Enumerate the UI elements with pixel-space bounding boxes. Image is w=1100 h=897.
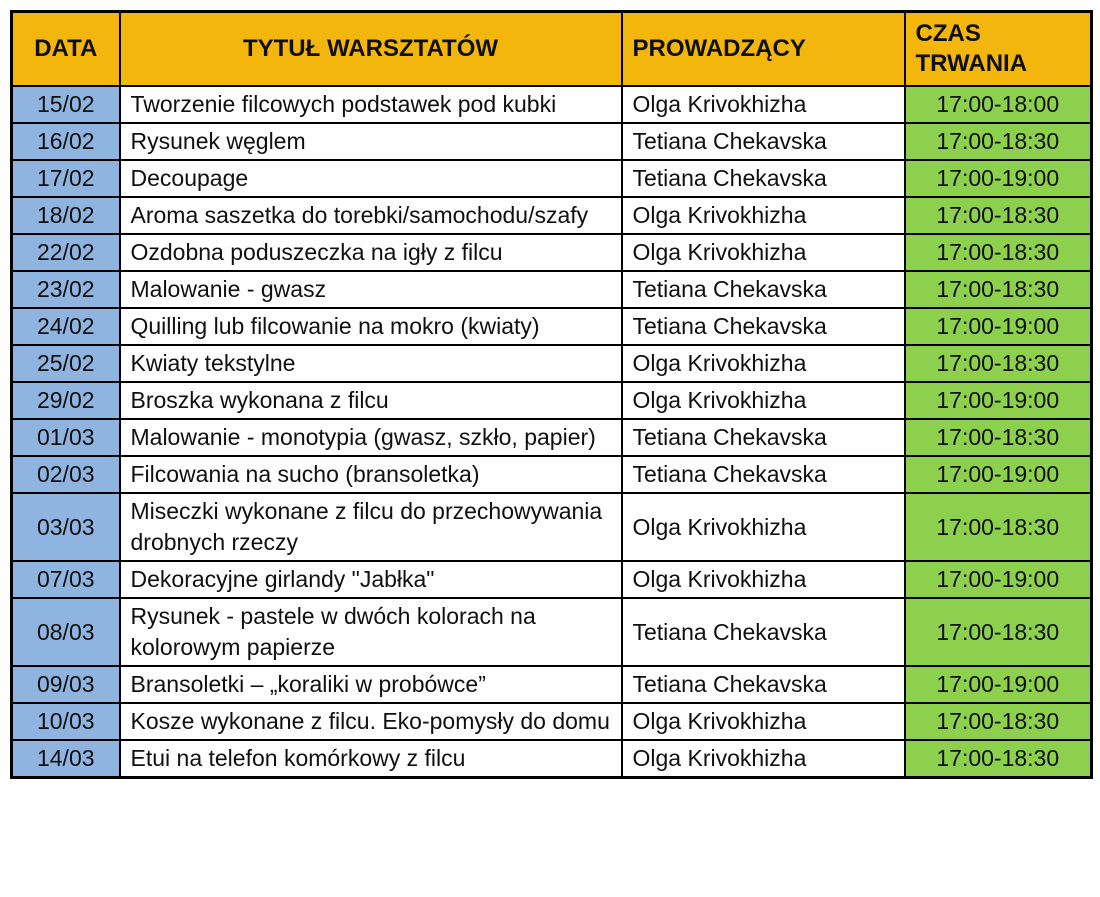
header-row	[12, 12, 1092, 87]
date-cell: 25/02	[12, 345, 120, 382]
table-row	[12, 345, 1092, 382]
date-cell: 03/03	[12, 493, 120, 561]
instructor-cell: Olga Krivokhizha	[622, 493, 905, 561]
date-cell: 16/02	[12, 123, 120, 160]
workshop-title-cell: Ozdobna poduszeczka na igły z filcu	[120, 234, 622, 271]
instructor-cell: Olga Krivokhizha	[622, 234, 905, 271]
table-row	[12, 382, 1092, 419]
workshop-title-cell: Malowanie - gwasz	[120, 271, 622, 308]
workshop-title-cell: Rysunek węglem	[120, 123, 622, 160]
workshop-title-cell: Tworzenie filcowych podstawek pod kubki	[120, 86, 622, 123]
column-header-instructor: PROWADZĄCY	[622, 12, 905, 87]
date-cell: 07/03	[12, 561, 120, 598]
duration-cell: 17:00-19:00	[905, 308, 1092, 345]
date-cell: 24/02	[12, 308, 120, 345]
workshop-title-cell: Rysunek - pastele w dwóch kolorach na kolorowym papierze	[120, 598, 622, 666]
instructor-cell: Olga Krivokhizha	[622, 703, 905, 740]
workshop-title-cell: Aroma saszetka do torebki/samochodu/szafy	[120, 197, 622, 234]
instructor-cell: Olga Krivokhizha	[622, 740, 905, 778]
date-cell: 23/02	[12, 271, 120, 308]
date-cell: 17/02	[12, 160, 120, 197]
table-header	[12, 12, 1092, 87]
workshop-title-cell: Quilling lub filcowanie na mokro (kwiaty)	[120, 308, 622, 345]
table-row	[12, 160, 1092, 197]
workshop-title-cell: Decoupage	[120, 160, 622, 197]
date-cell: 09/03	[12, 666, 120, 703]
table-row	[12, 493, 1092, 561]
table-row	[12, 703, 1092, 740]
date-cell: 18/02	[12, 197, 120, 234]
date-cell: 29/02	[12, 382, 120, 419]
instructor-cell: Tetiana Chekavska	[622, 271, 905, 308]
instructor-cell: Olga Krivokhizha	[622, 345, 905, 382]
instructor-cell: Tetiana Chekavska	[622, 598, 905, 666]
workshop-title-cell: Miseczki wykonane z filcu do przechowywania drobnych rzeczy	[120, 493, 622, 561]
date-cell: 01/03	[12, 419, 120, 456]
duration-cell: 17:00-19:00	[905, 382, 1092, 419]
table-row	[12, 197, 1092, 234]
workshop-title-cell: Filcowania na sucho (bransoletka)	[120, 456, 622, 493]
instructor-cell: Olga Krivokhizha	[622, 382, 905, 419]
table-body	[12, 86, 1092, 778]
date-cell: 22/02	[12, 234, 120, 271]
duration-cell: 17:00-19:00	[905, 666, 1092, 703]
duration-cell: 17:00-18:30	[905, 234, 1092, 271]
duration-cell: 17:00-18:30	[905, 419, 1092, 456]
table-row	[12, 740, 1092, 778]
duration-cell: 17:00-18:30	[905, 740, 1092, 778]
instructor-cell: Tetiana Chekavska	[622, 419, 905, 456]
duration-cell: 17:00-19:00	[905, 160, 1092, 197]
column-header-date: DATA	[12, 12, 120, 87]
table-row	[12, 456, 1092, 493]
workshop-title-cell: Kosze wykonane z filcu. Eko-pomysły do domu	[120, 703, 622, 740]
duration-cell: 17:00-18:30	[905, 703, 1092, 740]
column-header-title: TYTUŁ WARSZTATÓW	[120, 12, 622, 87]
workshops-table	[10, 10, 1093, 779]
table-row	[12, 234, 1092, 271]
duration-cell: 17:00-18:30	[905, 345, 1092, 382]
date-cell: 02/03	[12, 456, 120, 493]
workshop-title-cell: Dekoracyjne girlandy "Jabłka"	[120, 561, 622, 598]
instructor-cell: Olga Krivokhizha	[622, 561, 905, 598]
duration-cell: 17:00-18:30	[905, 493, 1092, 561]
table-row	[12, 419, 1092, 456]
workshop-title-cell: Malowanie - monotypia (gwasz, szkło, papier)	[120, 419, 622, 456]
duration-cell: 17:00-18:30	[905, 598, 1092, 666]
workshop-title-cell: Bransoletki – „koraliki w probówce”	[120, 666, 622, 703]
instructor-cell: Tetiana Chekavska	[622, 308, 905, 345]
instructor-cell: Tetiana Chekavska	[622, 123, 905, 160]
date-cell: 10/03	[12, 703, 120, 740]
instructor-cell: Olga Krivokhizha	[622, 86, 905, 123]
table-row	[12, 123, 1092, 160]
instructor-cell: Tetiana Chekavska	[622, 666, 905, 703]
duration-cell: 17:00-18:30	[905, 197, 1092, 234]
instructor-cell: Tetiana Chekavska	[622, 456, 905, 493]
workshop-title-cell: Kwiaty tekstylne	[120, 345, 622, 382]
date-cell: 14/03	[12, 740, 120, 778]
duration-cell: 17:00-19:00	[905, 456, 1092, 493]
duration-cell: 17:00-18:00	[905, 86, 1092, 123]
table-row	[12, 86, 1092, 123]
workshop-title-cell: Broszka wykonana z filcu	[120, 382, 622, 419]
column-header-duration: CZAS TRWANIA	[905, 12, 1092, 87]
instructor-cell: Tetiana Chekavska	[622, 160, 905, 197]
instructor-cell: Olga Krivokhizha	[622, 197, 905, 234]
duration-cell: 17:00-18:30	[905, 271, 1092, 308]
table-row	[12, 308, 1092, 345]
table-row	[12, 666, 1092, 703]
duration-cell: 17:00-19:00	[905, 561, 1092, 598]
table-row	[12, 271, 1092, 308]
date-cell: 08/03	[12, 598, 120, 666]
workshop-title-cell: Etui na telefon komórkowy z filcu	[120, 740, 622, 778]
table-row	[12, 598, 1092, 666]
table-row	[12, 561, 1092, 598]
date-cell: 15/02	[12, 86, 120, 123]
duration-cell: 17:00-18:30	[905, 123, 1092, 160]
